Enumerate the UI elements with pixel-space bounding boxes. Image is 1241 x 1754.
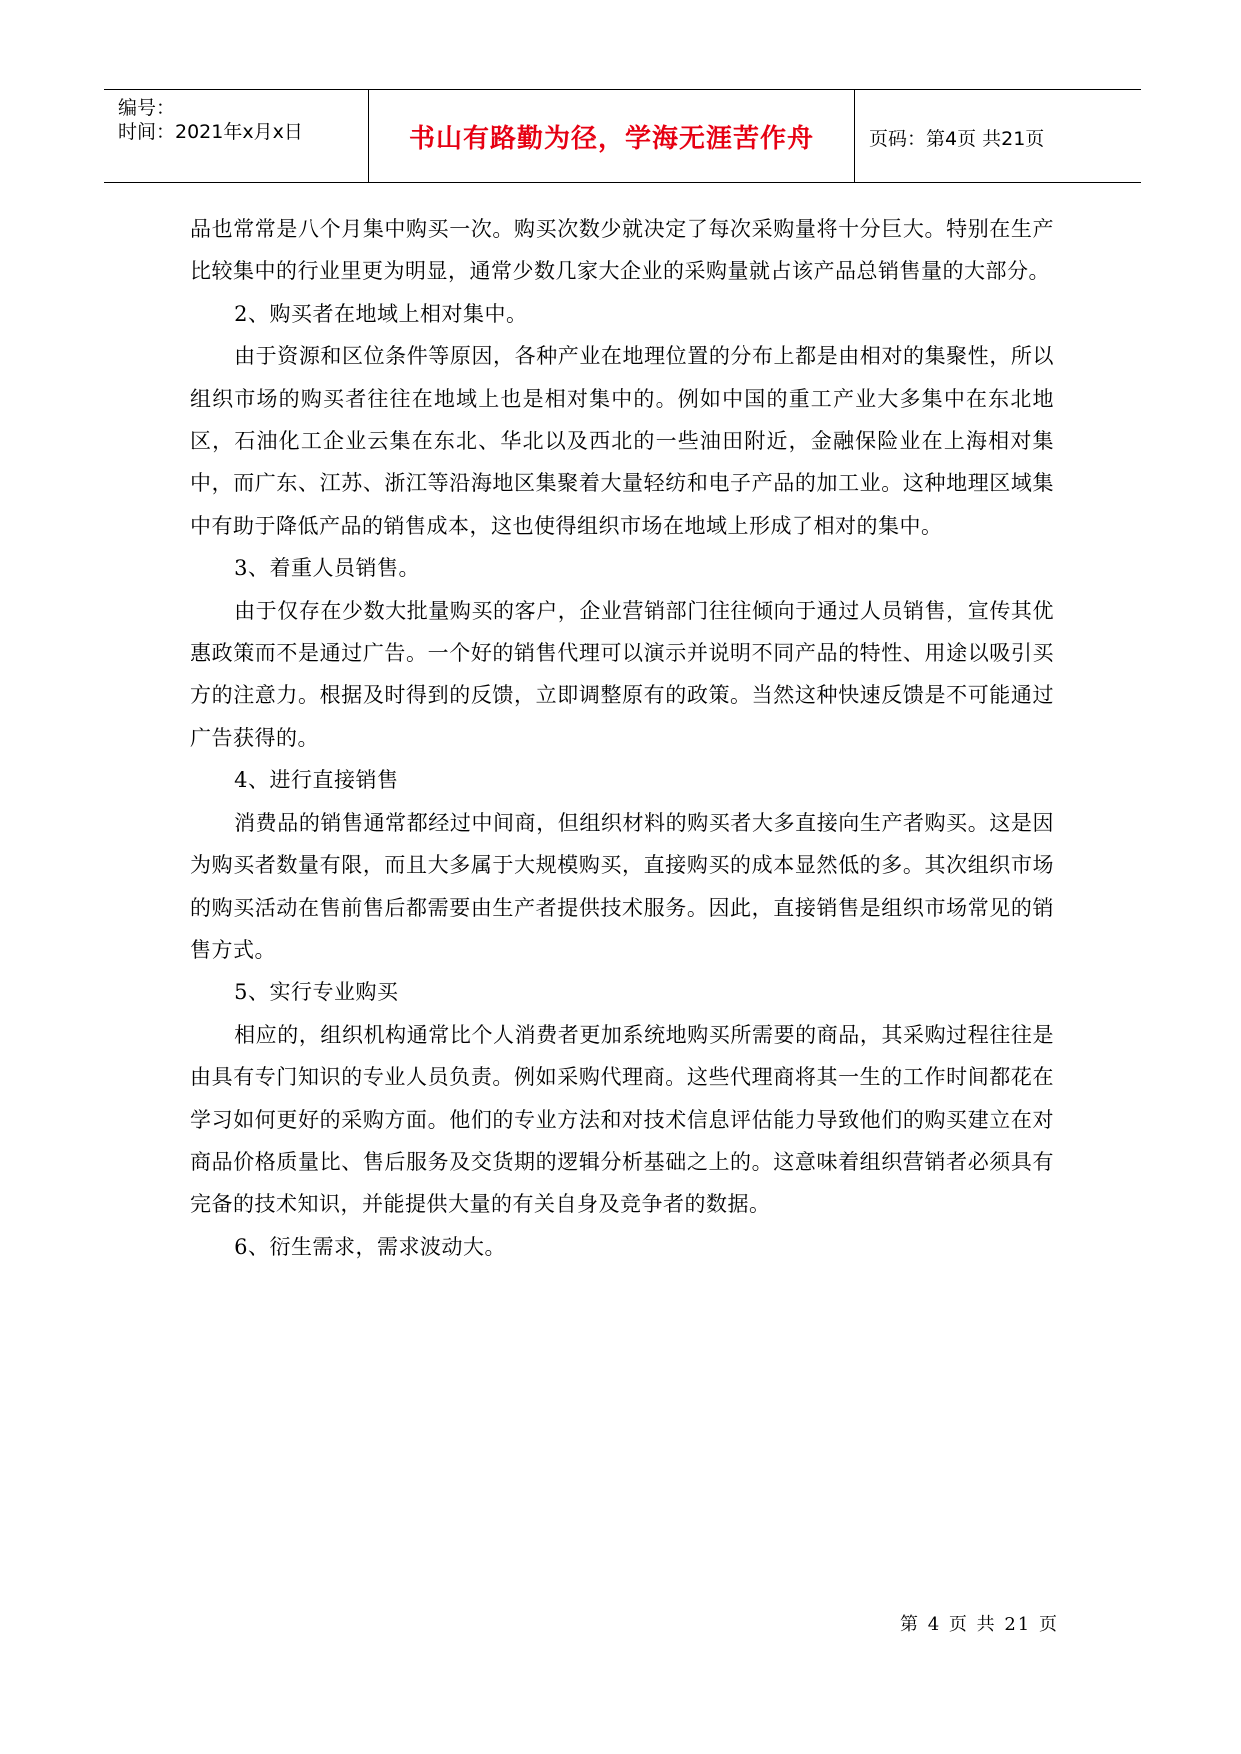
paragraph: 消费品的销售通常都经过中间商，但组织材料的购买者大多直接向生产者购买。这是因为购买者数量有限，而且大多属于大规模购买，直接购买的成本显然低的多。其次组织市场的购买活动在售前售后都需要由生产者提供技术服务。因此，直接销售是组织市场常见的销售方式。 bbox=[190, 810, 1054, 962]
header-page-cell bbox=[855, 90, 1141, 182]
paragraph: 由于资源和区位条件等原因，各种产业在地理位置的分布上都是由相对的集聚性，所以组织市场的购买者往往在地域上也是相对集中的。例如中国的重工产业大多集中在东北地区，石油化工企业云集在东北、华北以及西北的一些油田附近，金融保险业在上海相对集中，而广东、江苏、浙江等沿海地区集聚着大量轻纺和电子产品的加工业。这种地理区域集中有助于降低产品的销售成本，这也使得组织市场在地域上形成了相对的集中。 bbox=[190, 344, 1054, 538]
header-motto-cell bbox=[368, 90, 855, 182]
paragraph-continued: 品也常常是八个月集中购买一次。购买次数少就决定了每次采购量将十分巨大。特别在生产比较集中的行业里更为明显，通常少数几家大企业的采购量就占该产品总销售量的大部分。 bbox=[190, 217, 1054, 284]
footer-page-number: 第 4 页 共 21 页 bbox=[900, 1614, 1059, 1635]
document-number-label: 编号： bbox=[118, 97, 176, 119]
header-meta-cell bbox=[104, 90, 368, 182]
document-body bbox=[190, 208, 1054, 1268]
document-time-label: 时间：2021年x月x日 bbox=[118, 121, 303, 143]
paragraph: 由于仅存在少数大批量购买的客户，企业营销部门往往倾向于通过人员销售，宣传其优惠政策而不是通过广告。一个好的销售代理可以演示并说明不同产品的特性、用途以吸引买方的注意力。根据及时得到的反馈，立即调整原有的政策。当然这种快速反馈是不可能通过广告获得的。 bbox=[190, 598, 1054, 750]
section-heading-2: 2、购买者在地域上相对集中。 bbox=[234, 301, 528, 326]
paragraph: 相应的，组织机构通常比个人消费者更加系统地购买所需要的商品，其采购过程往往是由具有专门知识的专业人员负责。例如采购代理商。这些代理商将其一生的工作时间都花在学习如何更好的采购方面。他们的专业方法和对技术信息评估能力导致他们的购买建立在对商品价格质量比、售后服务及交货期的逻辑分析基础之上的。这意味着组织营销者必须具有完备的技术知识，并能提供大量的有关自身及竞争者的数据。 bbox=[190, 1022, 1054, 1217]
header-table bbox=[104, 89, 1141, 183]
motto-text: 书山有路勤为径，学海无涯苦作舟 bbox=[408, 124, 814, 154]
section-heading-3: 3、着重人员销售。 bbox=[234, 556, 420, 581]
section-heading-4: 4、进行直接销售 bbox=[234, 768, 399, 793]
section-heading-5: 5、实行专业购买 bbox=[234, 980, 399, 1005]
header-page-number: 页码：第4页 共21页 bbox=[869, 128, 1045, 150]
section-heading-6: 6、衍生需求，需求波动大。 bbox=[234, 1234, 506, 1259]
